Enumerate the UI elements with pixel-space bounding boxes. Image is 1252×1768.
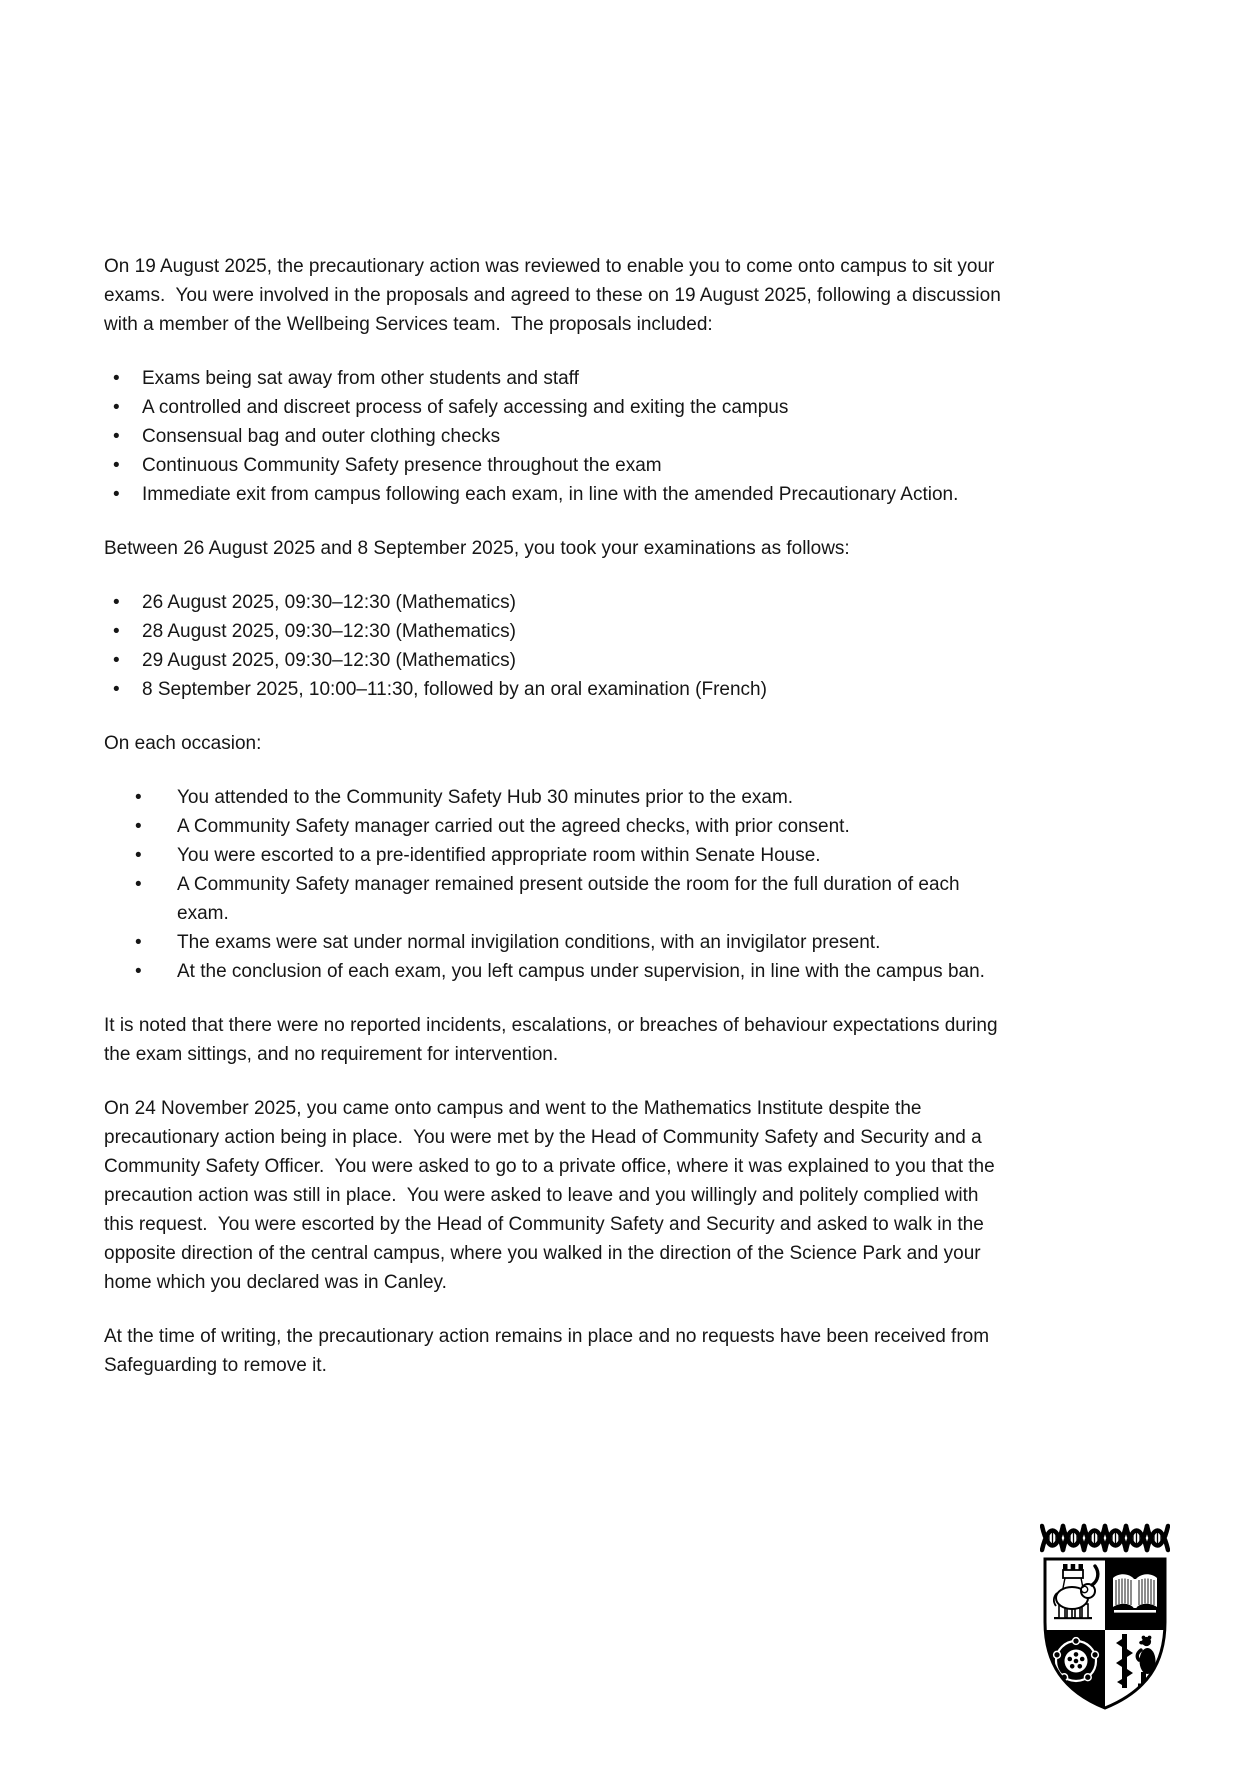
list-item: • 29 August 2025, 09:30–12:30 (Mathematics): [104, 646, 1006, 675]
list-item: • Continuous Community Safety presence throughout the exam: [104, 451, 1006, 480]
letter-body: [104, 252, 1006, 1405]
paragraph: On each occasion:: [104, 733, 262, 754]
list-item: • The exams were sat under normal invigilation conditions, with an invigilator present.: [104, 928, 1006, 957]
paragraph: It is noted that there were no reported incidents, escalations, or breaches of behaviour expectations during the exam sittings, and no requirement for intervention.: [104, 1015, 1003, 1065]
list-item: • You attended to the Community Safety Hub 30 minutes prior to the exam.: [104, 783, 1006, 812]
list-item: • You were escorted to a pre-identified appropriate room within Senate House.: [104, 841, 1006, 870]
list-item: • At the conclusion of each exam, you left campus under supervision, in line with the campus ban.: [104, 957, 1006, 986]
dna-helix-icon: [1042, 1526, 1168, 1550]
list-item: • Immediate exit from campus following each exam, in line with the amended Precautionary Action.: [104, 480, 1006, 509]
list-item: • Consensual bag and outer clothing checks: [104, 422, 1006, 451]
bullet-list: [104, 783, 1006, 986]
list-item: • 26 August 2025, 09:30–12:30 (Mathematics): [104, 588, 1006, 617]
bullet-list: [104, 364, 1006, 509]
list-item: • A Community Safety manager carried out the agreed checks, with prior consent.: [104, 812, 1006, 841]
list-item: • A Community Safety manager remained present outside the room for the full duration of each exam.: [104, 870, 1006, 928]
paragraph: On 19 August 2025, the precautionary action was reviewed to enable you to come onto campus to sit your exams. You were involved in the proposals and agreed to these on 19 August 2025, following a discussion with a member of the Wellbeing Services team. The proposals included:: [104, 256, 1007, 335]
university-crest: [1040, 1522, 1170, 1712]
list-item: • 8 September 2025, 10:00–11:30, followed by an oral examination (French): [104, 675, 1006, 704]
paragraph: At the time of writing, the precautionary action remains in place and no requests have been received from Safeguarding to remove it.: [104, 1326, 995, 1376]
paragraph: On 24 November 2025, you came onto campus and went to the Mathematics Institute despite the precautionary action being in place. You were met by the Head of Community Safety and Security and a Community Safety Officer. You were asked to go to a private office, where it was explained to you that the precaution action was still in place. You were asked to leave and you willingly and politely complied with this request. You were escorted by the Head of Community Safety and Security and asked to walk in the opposite direction of the central campus, where you walked in the direction of the Science Park and your home which you declared was in Canley.: [104, 1098, 1000, 1293]
list-item: • 28 August 2025, 09:30–12:30 (Mathematics): [104, 617, 1006, 646]
list-item: • A controlled and discreet process of safely accessing and exiting the campus: [104, 393, 1006, 422]
paragraph: Between 26 August 2025 and 8 September 2025, you took your examinations as follows:: [104, 538, 850, 559]
bullet-list: [104, 588, 1006, 704]
list-item: • Exams being sat away from other students and staff: [104, 364, 1006, 393]
